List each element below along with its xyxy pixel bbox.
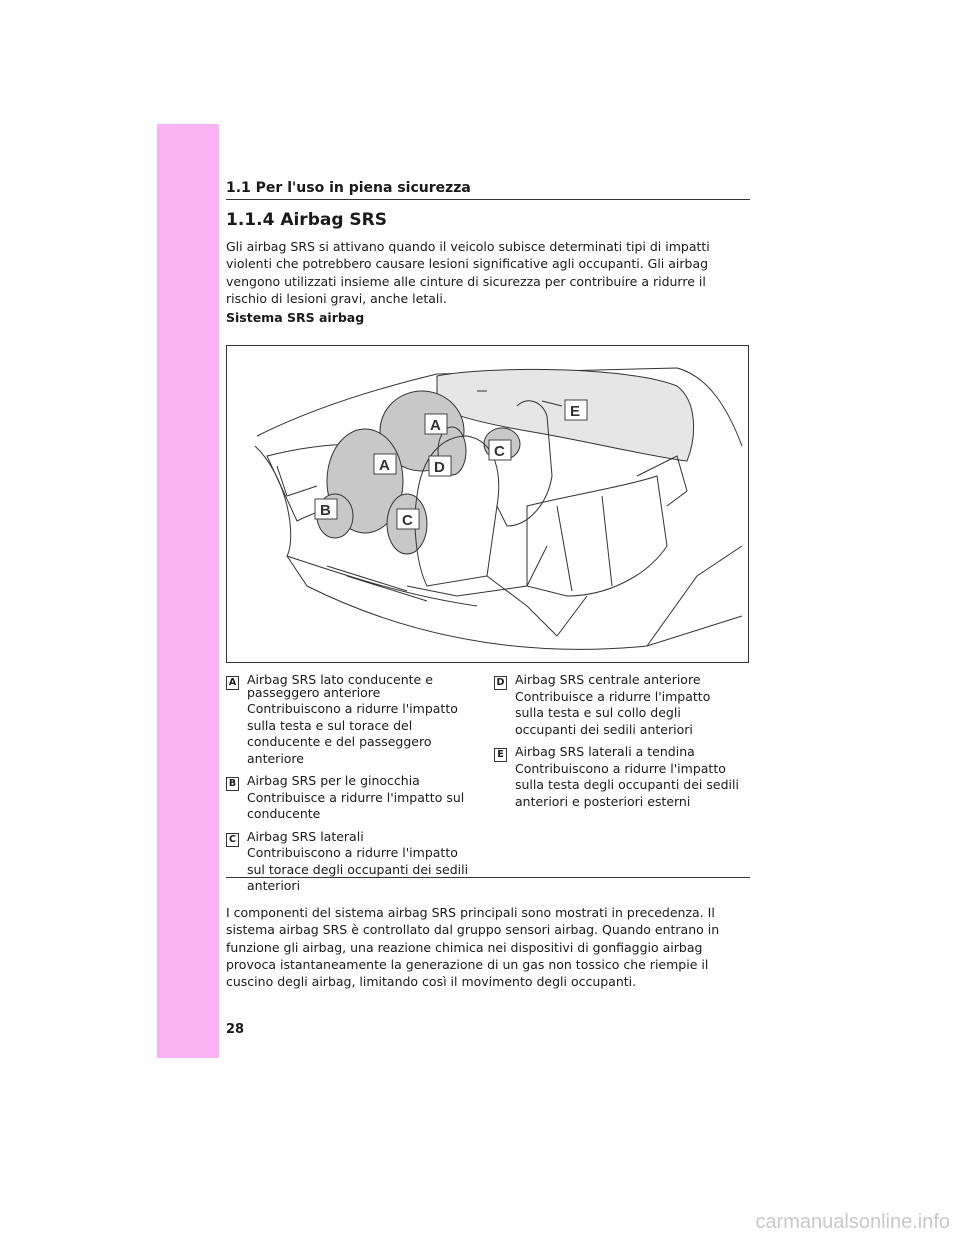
callout-a-lower (374, 454, 396, 474)
legend-item-d (494, 674, 742, 738)
legend-item-title: Airbag SRS laterali (247, 828, 364, 844)
legend-item-e (494, 746, 742, 810)
section-divider (226, 199, 750, 200)
legend-item-a (226, 674, 474, 767)
chapter-tab (157, 124, 219, 1058)
summary-paragraph: I componenti del sistema airbag SRS principali sono mostrati in precedenza. Il sistema airbag SRS è controllato dal gruppo sensori airbag. Quando entrano in funzione gli airbag, una reazione chimica nei dispositivi di gonfiaggio airbag provoca istantaneamente la generazione di un gas non tossico che riempie il cuscino degli airbag, limitando così il movimento degli occupanti. (226, 905, 720, 990)
svg-text:C: C (402, 512, 413, 529)
legend-item-title: Airbag SRS centrale anteriore (515, 672, 701, 687)
svg-text:C: C (494, 443, 505, 460)
legend-divider (226, 877, 750, 878)
callout-a-upper (425, 414, 447, 434)
legend-key: A (226, 676, 239, 690)
legend-key: D (494, 676, 507, 690)
svg-text:A: A (379, 457, 390, 474)
legend-item-description: Contribuiscono a ridurre l'impatto sul torace degli occupanti dei sedili anteriori (247, 845, 469, 893)
car-interior-drawing (227, 346, 748, 662)
watermark: carmanualsonline.info (755, 1211, 950, 1233)
legend-item-title: Airbag SRS laterali a tendina (515, 744, 695, 759)
callout-d (429, 456, 451, 476)
callout-c-passenger (489, 440, 511, 460)
legend-item-title: Airbag SRS lato conducente e passeggero anteriore (247, 672, 433, 700)
callout-b (315, 499, 337, 519)
legend-column-left (226, 674, 474, 903)
figure-heading: Sistema SRS airbag (226, 310, 365, 325)
svg-text:D: D (434, 459, 445, 476)
intro-paragraph: Gli airbag SRS si attivano quando il veicolo subisce determinati tipi di impatti violenti che potrebbero causare lesioni significative agli occupanti. Gli airbag vengono utilizzati insieme alle cinture di sicurezza per contribuire a ridurre il rischio di lesioni gravi, anche letali. (226, 239, 710, 306)
page-number: 28 (226, 1022, 245, 1037)
legend-item-description: Contribuisce a ridurre l'impatto sul conducente (247, 789, 465, 821)
svg-text:A: A (430, 417, 441, 434)
legend-key: C (226, 833, 239, 847)
legend-item-c (226, 828, 474, 895)
subsection-title: 1.1.4 Airbag SRS (226, 210, 387, 230)
legend-key: B (226, 777, 239, 791)
svg-text:B: B (320, 502, 331, 519)
legend-column-right (494, 674, 742, 818)
section-header: 1.1 Per l'uso in piena sicurezza (226, 180, 471, 196)
legend-item-description: Contribuisce a ridurre l'impatto sulla testa e sul collo degli occupanti dei sedili anteriori (515, 688, 711, 737)
legend-item-description: Contribuiscono a ridurre l'impatto sulla testa e sul torace del conducente e del passeggero anteriore (247, 701, 458, 766)
airbag-illustration (226, 345, 749, 663)
legend-item-b (226, 775, 474, 823)
legend-key: E (494, 748, 507, 762)
callout-c-driver (397, 509, 419, 529)
legend-item-description: Contribuiscono a ridurre l'impatto sulla testa degli occupanti dei sedili anteriori e posteriori esterni (515, 760, 739, 809)
callout-e (565, 400, 587, 420)
legend-item-title: Airbag SRS per le ginocchia (247, 773, 420, 788)
svg-text:E: E (570, 403, 581, 420)
